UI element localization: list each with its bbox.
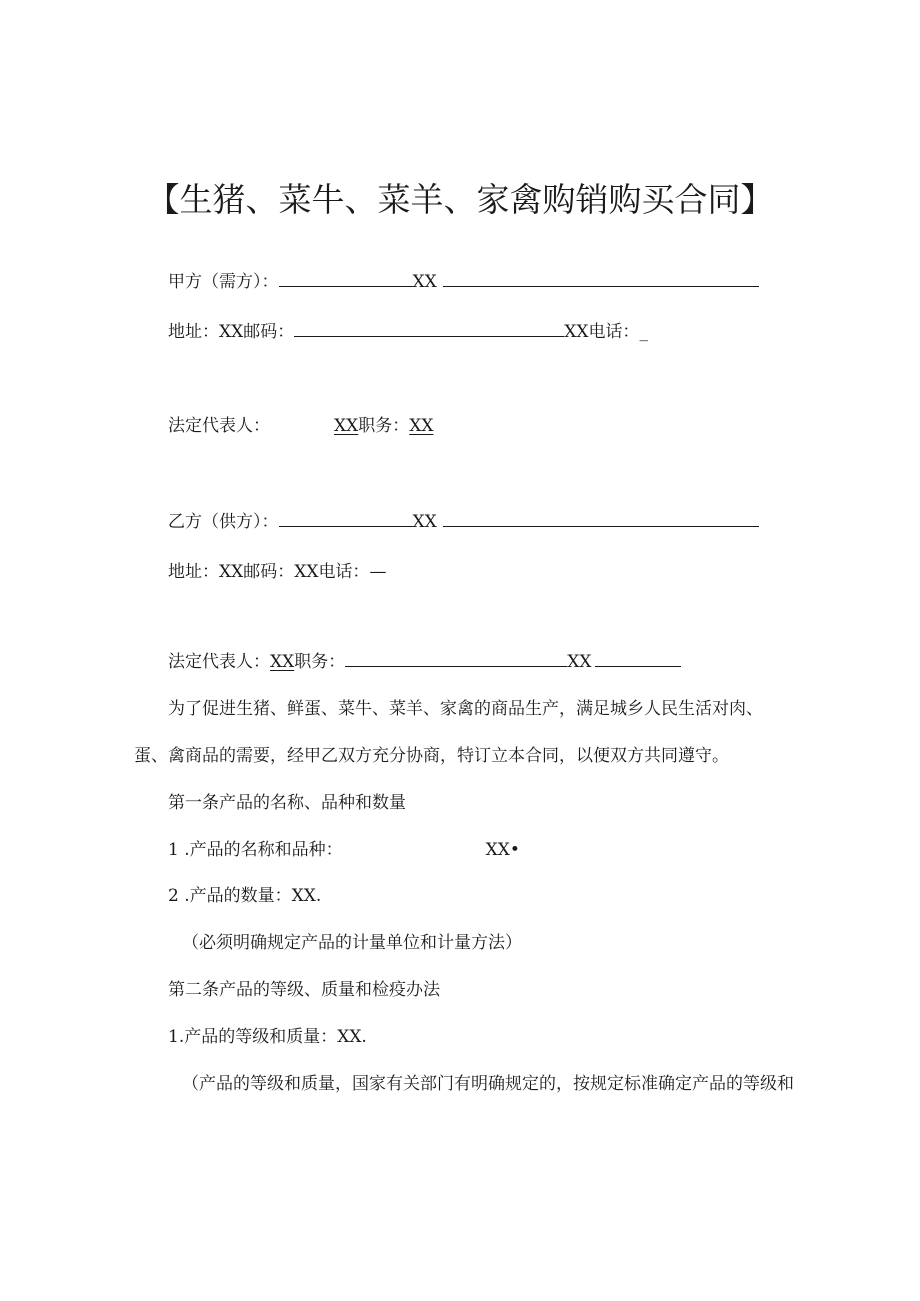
party-a-postcode-label: 邮码： [243, 322, 295, 342]
party-a-line [168, 270, 759, 294]
party-a-position: XX [409, 416, 434, 436]
party-b-rep-label: 法定代表人： [168, 652, 270, 672]
party-a-address: XX [219, 322, 244, 342]
article-2-item-1: 1.产品的等级和质量：XX. [168, 1027, 367, 1047]
article-2-heading: 第二条产品的等级、质量和检疫办法 [168, 980, 440, 1000]
article-1-heading: 第一条产品的名称、品种和数量 [168, 793, 406, 813]
party-b-position-label: 职务： [294, 652, 346, 672]
party-a-rep-line [168, 414, 433, 438]
preamble-line-1: 为了促进生猪、鲜蛋、菜牛、菜羊、家禽的商品生产，满足城乡人民生活对肉、 [168, 699, 763, 719]
party-a-postcode: XX [564, 322, 589, 342]
party-a-position-label: 职务： [358, 416, 410, 436]
article-2-note: （产品的等级和质量，国家有关部门有明确规定的，按规定标准确定产品的等级和 [182, 1074, 794, 1094]
party-b-phone: — [369, 562, 387, 582]
blank-line [443, 272, 759, 287]
party-a-phone-label: 电话： [588, 322, 640, 342]
party-b-postcode: XX [294, 562, 319, 582]
preamble-line-2: 蛋、禽商品的需要，经甲乙双方充分协商，特订立本合同，以便双方共同遵守。 [134, 746, 729, 766]
party-b-rep-line [168, 650, 681, 674]
blank-line [595, 652, 681, 667]
party-b-position: XX [567, 652, 592, 672]
blank-line [279, 512, 413, 527]
document-title: 【生猪、菜牛、菜羊、家禽购销购买合同】 [146, 180, 774, 219]
blank-line [294, 322, 564, 337]
party-b-phone-label: 电话： [318, 562, 370, 582]
party-b-line [168, 510, 759, 534]
article-1-note: （必须明确规定产品的计量单位和计量方法） [182, 933, 522, 953]
party-b-name: XX [412, 512, 437, 532]
party-a-phone: _ [639, 322, 648, 342]
party-a-name: XX [412, 272, 437, 292]
blank-line [443, 512, 759, 527]
blank-line [279, 272, 413, 287]
party-a-address-line [168, 320, 648, 344]
party-b-rep: XX [270, 652, 295, 672]
party-a-rep: XX [334, 416, 359, 436]
party-a-rep-label: 法定代表人： [168, 416, 270, 436]
article-1-item-2: 2 .产品的数量：XX. [168, 886, 322, 906]
party-b-label: 乙方（供方）： [168, 512, 279, 532]
article-1-item-1-label: 1 .产品的名称和品种： [168, 840, 343, 860]
party-b-address-label: 地址： [168, 562, 219, 582]
party-b-address: XX [219, 562, 244, 582]
party-b-postcode-label: 邮码： [243, 562, 295, 582]
party-b-address-line [168, 560, 386, 584]
party-a-address-label: 地址： [168, 322, 219, 342]
article-1-item-1-value: XX• [485, 840, 520, 860]
article-1-item-1 [168, 838, 520, 862]
party-a-label: 甲方（需方）： [168, 272, 279, 292]
blank-line [345, 652, 567, 667]
